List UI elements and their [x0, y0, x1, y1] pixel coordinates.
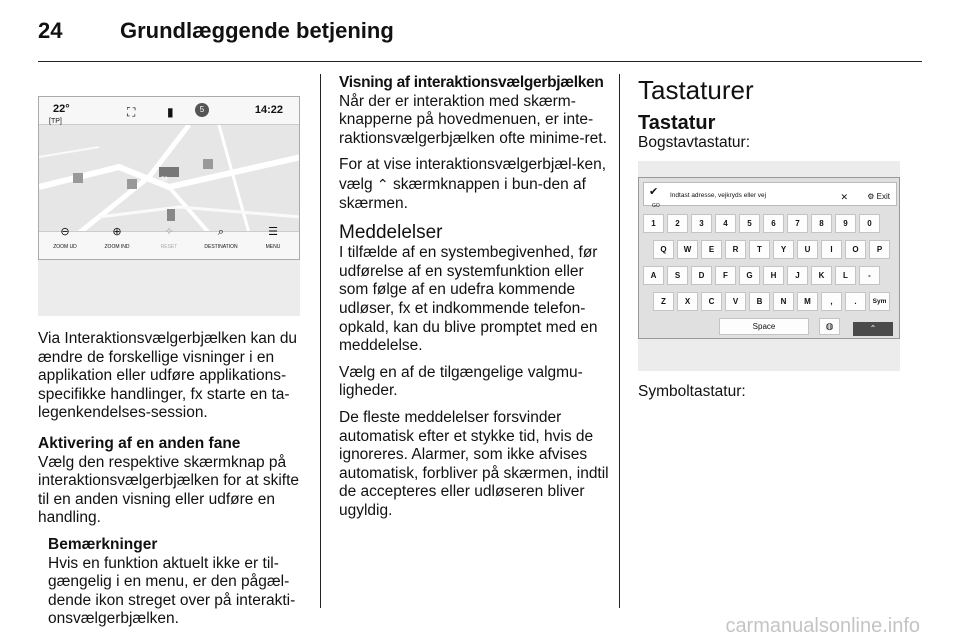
key[interactable]: X: [677, 292, 698, 311]
zoom-in-icon: ⊕: [112, 226, 122, 239]
key[interactable]: R: [725, 240, 746, 259]
number-row: [643, 214, 880, 233]
bogstav-label: Bogstavtastatur:: [638, 134, 751, 151]
heading-tastatur: Tastatur: [638, 112, 716, 134]
top-status-bar: [39, 97, 299, 125]
note-title: Bemærkninger: [48, 535, 158, 553]
asdf-row: [643, 266, 880, 285]
heading-tastaturer: Tastaturer: [638, 75, 754, 105]
zoom-out-button[interactable]: ⊖ ZOOM UD: [45, 226, 85, 257]
key[interactable]: S: [667, 266, 688, 285]
key[interactable]: 9: [835, 214, 856, 233]
page-number: 24: [38, 18, 63, 43]
column-divider-1: [320, 74, 321, 608]
key[interactable]: C: [701, 292, 722, 311]
valgmuligheder-paragraph: Vælg en af de tilgængelige valgmu-ligheder.: [339, 363, 583, 400]
menu-icon: ☰: [268, 226, 278, 239]
key[interactable]: G: [739, 266, 760, 285]
key[interactable]: Q: [653, 240, 674, 259]
key[interactable]: M: [797, 292, 818, 311]
key[interactable]: 7: [787, 214, 808, 233]
page-title: Grundlæggende betjening: [120, 18, 394, 43]
page-header: [38, 18, 922, 58]
forsvinder-paragraph: De fleste meddelelser forsvinder automatisk efter et stykke tid, hvis de ignoreres. Alarmer, som ikke afvises automatisk, forbliver på skærmen, indtil de accepteres eller udløseren bliver ugyldig.: [339, 408, 609, 519]
key[interactable]: D: [691, 266, 712, 285]
key[interactable]: I: [821, 240, 842, 259]
key[interactable]: L: [835, 266, 856, 285]
meddelelser-paragraph: I tilfælde af en systembegivenhed, før udførelse af en systemfunktion eller som følge af en udefra kommende udløser, fx et indkommende telefon-opkald, kan du blive promptet med en meddelelse.: [339, 244, 598, 355]
key[interactable]: 0: [859, 214, 880, 233]
phone-tab-icon[interactable]: ▮: [167, 105, 174, 119]
key[interactable]: F: [715, 266, 736, 285]
symbol-label: Symboltastatur:: [638, 382, 746, 400]
key[interactable]: 1: [643, 214, 664, 233]
key[interactable]: K: [811, 266, 832, 285]
key[interactable]: Y: [773, 240, 794, 259]
letter-keyboard: [638, 177, 900, 339]
key[interactable]: 6: [763, 214, 784, 233]
sym-key[interactable]: Sym: [869, 292, 890, 311]
menu-button[interactable]: ☰ MENU: [253, 226, 293, 257]
key[interactable]: 5: [739, 214, 760, 233]
tp-indicator: [TP]: [49, 118, 62, 125]
space-key[interactable]: Space: [719, 318, 809, 335]
column-1: [38, 74, 308, 637]
notification-badge[interactable]: 5: [195, 103, 209, 117]
key[interactable]: O: [845, 240, 866, 259]
interaction-selector-bar: [39, 226, 299, 259]
exit-button[interactable]: ⚙ Exit: [867, 191, 890, 201]
heading-visning: Visning af interaktionsvælgerbjælken: [339, 74, 604, 91]
reset-button[interactable]: ✧ RESET: [149, 226, 189, 257]
key[interactable]: 2: [667, 214, 688, 233]
visning-paragraph: Når der er interaktion med skærm-knapperne på hovedmenuen, er inte-raktionsvælgerbjælken ofte minime-ret.: [339, 92, 607, 147]
heading-aktivering: Aktivering af en anden fane: [38, 434, 241, 452]
key[interactable]: 4: [715, 214, 736, 233]
heading-meddelelser: Meddelelser: [339, 222, 443, 244]
checkmark-icon[interactable]: ✔: [649, 185, 659, 198]
column-divider-2: [619, 74, 620, 608]
nav-tab-icon[interactable]: ⛶: [127, 105, 136, 119]
key[interactable]: U: [797, 240, 818, 259]
chevron-up-icon: ⌃: [376, 175, 389, 192]
globe-icon[interactable]: ◍: [819, 318, 840, 335]
aktivering-paragraph: Vælg den respektive skærmknap på interaktionsvælgerbjælken for at skifte til en anden visning eller udføre en handling.: [38, 453, 300, 527]
letter-keyboard-figure: [638, 161, 900, 371]
column-3: [638, 74, 923, 409]
key[interactable]: N: [773, 292, 794, 311]
watermark: carmanualsonline.info: [725, 615, 920, 637]
key[interactable]: -: [859, 266, 880, 285]
key[interactable]: E: [701, 240, 722, 259]
chevron-up-icon[interactable]: ⌃: [853, 322, 893, 336]
go-label: GO: [652, 202, 660, 209]
key[interactable]: Z: [653, 292, 674, 311]
destination-button[interactable]: ⌕ DESTINATION: [201, 226, 241, 257]
destination-icon: ⌕: [217, 226, 225, 239]
key[interactable]: V: [725, 292, 746, 311]
header-rule: [38, 61, 922, 62]
visning-instruction: For at vise interaktionsvælgerbjæl-ken, vælg ⌃ skærmknappen i bun-den af skærmen.: [339, 156, 607, 212]
navigation-screen-figure: [38, 96, 300, 316]
address-input[interactable]: [643, 182, 897, 209]
key[interactable]: .: [845, 292, 866, 311]
key[interactable]: A: [643, 266, 664, 285]
clear-icon[interactable]: ✕: [840, 191, 848, 202]
zoom-in-button[interactable]: ⊕ ZOOM IND: [97, 226, 137, 257]
clock: 14:22: [254, 104, 283, 116]
note-text: Hvis en funktion aktuelt ikke er til-gængelig i en menu, er den pågæl-dende ikon streget over på interakti-onsvælgerbjælken.: [48, 554, 296, 628]
route-number: 58: [161, 177, 168, 183]
zoom-out-icon: ⊖: [60, 226, 70, 239]
key[interactable]: J: [787, 266, 808, 285]
temperature: 22°: [53, 103, 70, 115]
key[interactable]: H: [763, 266, 784, 285]
key[interactable]: ,: [821, 292, 842, 311]
key[interactable]: 8: [811, 214, 832, 233]
key[interactable]: B: [749, 292, 770, 311]
reset-icon: ✧: [164, 226, 174, 239]
intro-paragraph: Via Interaktionsvælgerbjælken kan du ændre de forskellige visninger i en applikation eller udføre applikations-specifikke handlinger, fx starte en ta-legenkendelses-session.: [38, 330, 298, 422]
qwerty-row: [653, 240, 890, 259]
nav-screen: [38, 96, 300, 260]
key[interactable]: 3: [691, 214, 712, 233]
zxcv-row: [653, 292, 890, 311]
key[interactable]: P: [869, 240, 890, 259]
key[interactable]: W: [677, 240, 698, 259]
note-block: [38, 536, 308, 629]
address-placeholder: Indtast adresse, vejkryds eller vej: [670, 191, 767, 199]
key[interactable]: T: [749, 240, 770, 259]
column-2: [339, 74, 609, 528]
